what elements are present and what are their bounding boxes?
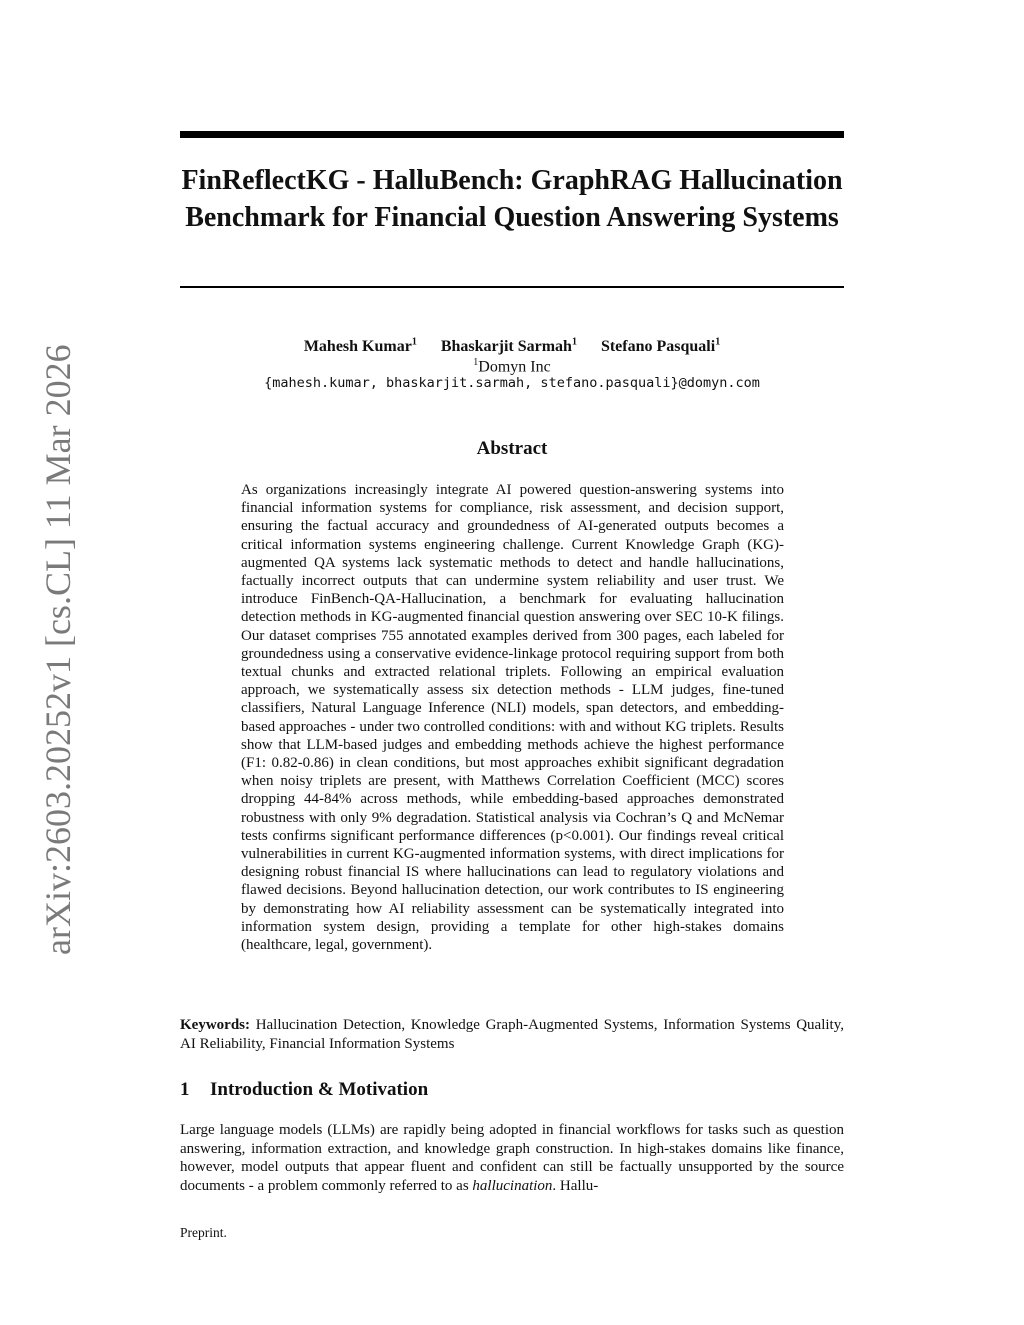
paper-title: FinReflectKG - HalluBench: GraphRAG Hallucination Benchmark for Financial Question Answering Systems bbox=[181, 165, 843, 233]
section-number: 1 bbox=[180, 1079, 190, 1100]
title-top-rule bbox=[180, 131, 844, 138]
abstract-heading: Abstract bbox=[476, 438, 548, 459]
keywords-label: Keywords: bbox=[180, 1017, 250, 1033]
title-bottom-rule bbox=[180, 286, 844, 288]
arxiv-side-identifier: arXiv:2603.20252v1 [cs.CL] 11 Mar 2026 bbox=[38, 344, 78, 955]
keywords-text: Hallucination Detection, Knowledge Graph-Augmented Systems, Information Systems Quality, AI Reliability, Financial Information Systems bbox=[180, 1017, 844, 1052]
footer-note: Preprint. bbox=[180, 1225, 227, 1240]
section-heading bbox=[180, 1078, 844, 1102]
author: Mahesh Kumar$^1$ bbox=[303, 337, 417, 356]
emphasized-term: hallucination bbox=[472, 1177, 553, 1194]
author: Bhaskarjit Sarmah$^1$ bbox=[440, 337, 577, 356]
intro-paragraph: Large language models (LLMs) are rapidly being adopted in financial workflows for tasks such as question answering, information extraction, and knowledge graph construction. In high-stakes domains like finance, however, model outputs that appear fluent and confident can still be factually unsupported by the source documents - a problem commonly referred to as hallucination. Hallu- bbox=[180, 1122, 844, 1194]
author-emails: {mahesh.kumar, bhaskarjit.sarmah, stefano.pasquali}@domyn.com bbox=[264, 375, 760, 391]
keywords bbox=[180, 1016, 844, 1054]
author: Stefano Pasquali$^1$ bbox=[600, 337, 721, 356]
section-title: Introduction & Motivation bbox=[210, 1079, 429, 1100]
affiliation: $^1$Domyn Inc bbox=[473, 357, 551, 376]
abstract-text: As organizations increasingly integrate AI powered question-answering systems into financial information systems for compliance, risk assessment, and decision support, ensuring the factual accuracy and groundedness of AI-generated outputs becomes a critical information systems engineering challenge. Current Knowledge Graph (KG)-augmented QA systems lack systematic methods to detect and handle hallucinations, factually incorrect outputs that can undermine system reliability and user trust. We introduce FinBench-QA-Hallucination, a benchmark for evaluating hallucination detection methods in KG-augmented financial question answering over SEC 10-K filings. Our dataset comprises 755 annotated examples derived from 300 pages, each labeled for groundedness using a conservative evidence-linkage protocol requiring support from both textual chunks and extracted relational triplets. Following an empirical evaluation approach, we systematically assess six detection methods - LLM judges, fine-tuned classifiers, Natural Language Inference (NLI) models, span detectors, and embedding-based approaches - under two controlled conditions: with and without KG triplets. Results show that LLM-based judges and embedding methods achieve the highest performance (F1: 0.82-0.86) in clean conditions, but most approaches exhibit significant degradation when noisy triplets are present, with Matthews Correlation Coefficient (MCC) scores dropping 44-84% across methods, while embedding-based approaches demonstrated robustness with only 9% degradation. Statistical analysis via Cochran’s Q and McNemar tests confirms significant performance differences (p<0.001). Our findings reveal critical vulnerabilities in current KG-augmented information systems, with direct implications for designing robust financial IS where hallucinations can lead to regulatory violations and flawed decisions. Beyond hallucination detection, our work contributes to IS engineering by demonstrating how AI reliability assessment can be systematically integrated into information system design, providing a template for other high-stakes domains (healthcare, legal, government). bbox=[241, 482, 784, 954]
